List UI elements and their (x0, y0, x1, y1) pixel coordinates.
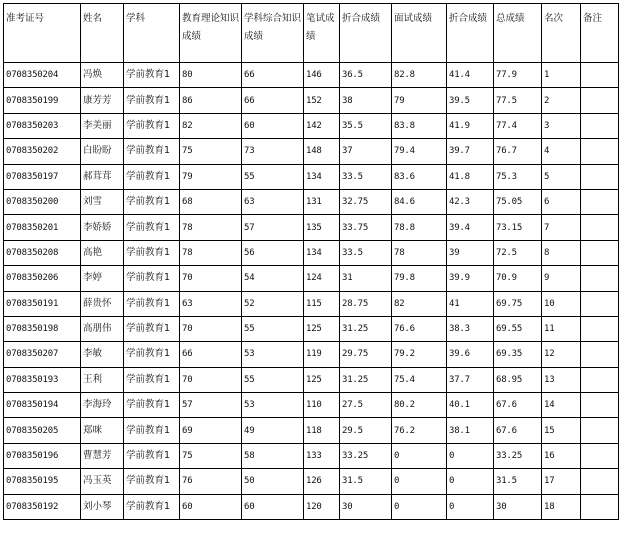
cell-rank: 16 (542, 443, 581, 468)
cell-rank: 13 (542, 367, 581, 392)
table-row (4, 164, 619, 189)
cell-exam-id: 0708350198 (4, 316, 81, 341)
cell-written-converted: 29.5 (340, 418, 392, 443)
cell-name: 冯玉英 (81, 469, 124, 494)
header-rank: 名次 (542, 4, 581, 63)
cell-remark (581, 63, 619, 88)
cell-total-score: 77.4 (494, 113, 542, 138)
cell-rank: 10 (542, 291, 581, 316)
cell-subject: 学前教育1 (124, 266, 180, 291)
cell-subject: 学前教育1 (124, 240, 180, 265)
cell-remark (581, 189, 619, 214)
cell-exam-id: 0708350196 (4, 443, 81, 468)
cell-remark (581, 164, 619, 189)
cell-rank: 2 (542, 88, 581, 113)
cell-remark (581, 240, 619, 265)
cell-written-converted: 30 (340, 494, 392, 519)
cell-remark (581, 494, 619, 519)
cell-theory-score: 78 (180, 215, 242, 240)
cell-exam-id: 0708350204 (4, 63, 81, 88)
cell-exam-id: 0708350197 (4, 164, 81, 189)
header-written-converted: 折合成绩 (340, 4, 392, 63)
header-row (4, 4, 619, 63)
cell-written-score: 119 (304, 342, 340, 367)
cell-written-score: 148 (304, 139, 340, 164)
cell-subject-score: 60 (242, 494, 304, 519)
table-row (4, 139, 619, 164)
cell-total-score: 31.5 (494, 469, 542, 494)
cell-subject-score: 53 (242, 393, 304, 418)
cell-subject-score: 66 (242, 63, 304, 88)
cell-subject-score: 55 (242, 164, 304, 189)
cell-interview-score: 76.6 (392, 316, 447, 341)
cell-interview-converted: 40.1 (447, 393, 494, 418)
cell-exam-id: 0708350205 (4, 418, 81, 443)
cell-written-score: 135 (304, 215, 340, 240)
header-interview-score: 面试成绩 (392, 4, 447, 63)
cell-written-converted: 33.25 (340, 443, 392, 468)
cell-name: 李美丽 (81, 113, 124, 138)
cell-subject: 学前教育1 (124, 63, 180, 88)
cell-theory-score: 75 (180, 443, 242, 468)
cell-name: 李婷 (81, 266, 124, 291)
cell-exam-id: 0708350191 (4, 291, 81, 316)
cell-theory-score: 60 (180, 494, 242, 519)
cell-interview-converted: 39.5 (447, 88, 494, 113)
cell-written-score: 110 (304, 393, 340, 418)
cell-written-score: 115 (304, 291, 340, 316)
cell-interview-score: 79 (392, 88, 447, 113)
cell-theory-score: 63 (180, 291, 242, 316)
header-interview-converted: 折合成绩 (447, 4, 494, 63)
cell-written-score: 133 (304, 443, 340, 468)
cell-total-score: 75.05 (494, 189, 542, 214)
cell-exam-id: 0708350199 (4, 88, 81, 113)
cell-interview-score: 79.8 (392, 266, 447, 291)
table-row (4, 393, 619, 418)
cell-name: 康芳芳 (81, 88, 124, 113)
table-row (4, 88, 619, 113)
cell-interview-converted: 0 (447, 469, 494, 494)
table-row (4, 494, 619, 519)
cell-interview-converted: 39 (447, 240, 494, 265)
cell-rank: 18 (542, 494, 581, 519)
table-row (4, 215, 619, 240)
table-row (4, 316, 619, 341)
cell-total-score: 77.5 (494, 88, 542, 113)
cell-remark (581, 113, 619, 138)
cell-theory-score: 80 (180, 63, 242, 88)
cell-theory-score: 86 (180, 88, 242, 113)
cell-interview-score: 79.4 (392, 139, 447, 164)
cell-written-converted: 33.5 (340, 240, 392, 265)
cell-written-converted: 28.75 (340, 291, 392, 316)
cell-rank: 14 (542, 393, 581, 418)
cell-subject: 学前教育1 (124, 291, 180, 316)
cell-name: 李娇娇 (81, 215, 124, 240)
cell-subject: 学前教育1 (124, 443, 180, 468)
cell-interview-score: 79.2 (392, 342, 447, 367)
cell-subject-score: 49 (242, 418, 304, 443)
cell-interview-converted: 41 (447, 291, 494, 316)
cell-interview-converted: 0 (447, 443, 494, 468)
table-row (4, 443, 619, 468)
cell-name: 刘雪 (81, 189, 124, 214)
cell-interview-score: 80.2 (392, 393, 447, 418)
cell-written-score: 125 (304, 316, 340, 341)
header-subject-score: 学科综合知识成绩 (242, 4, 304, 63)
cell-subject-score: 56 (242, 240, 304, 265)
header-remark: 备注 (581, 4, 619, 63)
cell-written-score: 118 (304, 418, 340, 443)
table-row (4, 367, 619, 392)
cell-interview-converted: 0 (447, 494, 494, 519)
cell-rank: 5 (542, 164, 581, 189)
cell-exam-id: 0708350200 (4, 189, 81, 214)
cell-written-converted: 29.75 (340, 342, 392, 367)
cell-written-score: 131 (304, 189, 340, 214)
cell-theory-score: 79 (180, 164, 242, 189)
cell-subject-score: 55 (242, 367, 304, 392)
cell-interview-score: 0 (392, 443, 447, 468)
cell-name: 曹慧芳 (81, 443, 124, 468)
cell-written-score: 134 (304, 240, 340, 265)
cell-remark (581, 367, 619, 392)
cell-interview-converted: 42.3 (447, 189, 494, 214)
cell-remark (581, 418, 619, 443)
cell-name: 冯焕 (81, 63, 124, 88)
cell-written-score: 125 (304, 367, 340, 392)
cell-subject-score: 63 (242, 189, 304, 214)
cell-total-score: 67.6 (494, 418, 542, 443)
cell-interview-score: 78 (392, 240, 447, 265)
cell-interview-score: 75.4 (392, 367, 447, 392)
cell-written-score: 126 (304, 469, 340, 494)
cell-subject: 学前教育1 (124, 367, 180, 392)
cell-written-score: 134 (304, 164, 340, 189)
cell-interview-converted: 37.7 (447, 367, 494, 392)
cell-rank: 1 (542, 63, 581, 88)
cell-remark (581, 266, 619, 291)
cell-total-score: 76.7 (494, 139, 542, 164)
cell-subject: 学前教育1 (124, 316, 180, 341)
cell-theory-score: 66 (180, 342, 242, 367)
cell-subject-score: 52 (242, 291, 304, 316)
cell-interview-converted: 39.4 (447, 215, 494, 240)
cell-exam-id: 0708350201 (4, 215, 81, 240)
table-row (4, 469, 619, 494)
cell-interview-score: 84.6 (392, 189, 447, 214)
cell-remark (581, 469, 619, 494)
cell-written-converted: 37 (340, 139, 392, 164)
cell-rank: 7 (542, 215, 581, 240)
cell-total-score: 73.15 (494, 215, 542, 240)
cell-written-converted: 38 (340, 88, 392, 113)
cell-theory-score: 82 (180, 113, 242, 138)
cell-theory-score: 57 (180, 393, 242, 418)
cell-subject: 学前教育1 (124, 418, 180, 443)
cell-subject-score: 60 (242, 113, 304, 138)
cell-subject: 学前教育1 (124, 215, 180, 240)
cell-rank: 3 (542, 113, 581, 138)
cell-written-converted: 32.75 (340, 189, 392, 214)
cell-written-converted: 33.75 (340, 215, 392, 240)
header-total-score: 总成绩 (494, 4, 542, 63)
cell-subject: 学前教育1 (124, 469, 180, 494)
cell-subject-score: 53 (242, 342, 304, 367)
cell-name: 高朋伟 (81, 316, 124, 341)
cell-remark (581, 393, 619, 418)
cell-written-score: 124 (304, 266, 340, 291)
cell-rank: 8 (542, 240, 581, 265)
cell-total-score: 33.25 (494, 443, 542, 468)
cell-name: 郑咪 (81, 418, 124, 443)
cell-subject-score: 58 (242, 443, 304, 468)
cell-exam-id: 0708350202 (4, 139, 81, 164)
cell-interview-score: 0 (392, 469, 447, 494)
cell-interview-converted: 41.4 (447, 63, 494, 88)
cell-exam-id: 0708350195 (4, 469, 81, 494)
cell-theory-score: 75 (180, 139, 242, 164)
cell-name: 郝茸茸 (81, 164, 124, 189)
cell-subject: 学前教育1 (124, 88, 180, 113)
cell-subject-score: 54 (242, 266, 304, 291)
cell-name: 李海玲 (81, 393, 124, 418)
cell-theory-score: 69 (180, 418, 242, 443)
cell-total-score: 69.55 (494, 316, 542, 341)
cell-subject-score: 50 (242, 469, 304, 494)
cell-subject: 学前教育1 (124, 393, 180, 418)
cell-total-score: 77.9 (494, 63, 542, 88)
cell-subject: 学前教育1 (124, 139, 180, 164)
cell-subject: 学前教育1 (124, 164, 180, 189)
table-row (4, 189, 619, 214)
cell-name: 李敏 (81, 342, 124, 367)
header-written-score: 笔试成绩 (304, 4, 340, 63)
cell-total-score: 69.75 (494, 291, 542, 316)
cell-total-score: 67.6 (494, 393, 542, 418)
cell-name: 薛贵怀 (81, 291, 124, 316)
header-subject: 学科 (124, 4, 180, 63)
table-row (4, 291, 619, 316)
cell-subject-score: 73 (242, 139, 304, 164)
cell-interview-score: 82 (392, 291, 447, 316)
header-theory-score: 教育理论知识成绩 (180, 4, 242, 63)
cell-written-score: 142 (304, 113, 340, 138)
cell-written-score: 146 (304, 63, 340, 88)
table-row (4, 418, 619, 443)
cell-interview-converted: 38.3 (447, 316, 494, 341)
cell-theory-score: 70 (180, 316, 242, 341)
cell-total-score: 30 (494, 494, 542, 519)
cell-interview-converted: 41.9 (447, 113, 494, 138)
cell-interview-converted: 39.9 (447, 266, 494, 291)
cell-written-converted: 31 (340, 266, 392, 291)
table-row (4, 240, 619, 265)
cell-total-score: 70.9 (494, 266, 542, 291)
cell-interview-score: 83.8 (392, 113, 447, 138)
cell-written-converted: 31.25 (340, 316, 392, 341)
cell-interview-score: 83.6 (392, 164, 447, 189)
cell-remark (581, 291, 619, 316)
cell-written-converted: 35.5 (340, 113, 392, 138)
header-name: 姓名 (81, 4, 124, 63)
cell-theory-score: 76 (180, 469, 242, 494)
cell-theory-score: 68 (180, 189, 242, 214)
cell-written-score: 120 (304, 494, 340, 519)
cell-rank: 17 (542, 469, 581, 494)
cell-written-converted: 33.5 (340, 164, 392, 189)
cell-rank: 4 (542, 139, 581, 164)
table-row (4, 113, 619, 138)
table-row (4, 266, 619, 291)
cell-subject-score: 55 (242, 316, 304, 341)
cell-interview-score: 82.8 (392, 63, 447, 88)
cell-written-converted: 36.5 (340, 63, 392, 88)
score-table (3, 3, 619, 520)
cell-total-score: 75.3 (494, 164, 542, 189)
cell-exam-id: 0708350208 (4, 240, 81, 265)
cell-subject: 学前教育1 (124, 189, 180, 214)
cell-interview-converted: 41.8 (447, 164, 494, 189)
cell-interview-score: 0 (392, 494, 447, 519)
cell-theory-score: 70 (180, 367, 242, 392)
cell-remark (581, 215, 619, 240)
cell-rank: 9 (542, 266, 581, 291)
cell-interview-score: 76.2 (392, 418, 447, 443)
cell-interview-converted: 39.6 (447, 342, 494, 367)
cell-name: 白盼盼 (81, 139, 124, 164)
cell-remark (581, 139, 619, 164)
cell-written-converted: 31.25 (340, 367, 392, 392)
cell-remark (581, 88, 619, 113)
cell-interview-converted: 38.1 (447, 418, 494, 443)
cell-subject: 学前教育1 (124, 113, 180, 138)
cell-written-converted: 27.5 (340, 393, 392, 418)
cell-name: 高艳 (81, 240, 124, 265)
cell-name: 刘小琴 (81, 494, 124, 519)
cell-remark (581, 316, 619, 341)
cell-exam-id: 0708350203 (4, 113, 81, 138)
cell-subject: 学前教育1 (124, 494, 180, 519)
cell-remark (581, 342, 619, 367)
cell-interview-score: 78.8 (392, 215, 447, 240)
cell-exam-id: 0708350206 (4, 266, 81, 291)
cell-name: 王利 (81, 367, 124, 392)
cell-exam-id: 0708350194 (4, 393, 81, 418)
cell-total-score: 72.5 (494, 240, 542, 265)
cell-theory-score: 78 (180, 240, 242, 265)
cell-subject: 学前教育1 (124, 342, 180, 367)
cell-exam-id: 0708350207 (4, 342, 81, 367)
cell-rank: 11 (542, 316, 581, 341)
cell-exam-id: 0708350193 (4, 367, 81, 392)
cell-interview-converted: 39.7 (447, 139, 494, 164)
cell-written-score: 152 (304, 88, 340, 113)
cell-total-score: 69.35 (494, 342, 542, 367)
cell-remark (581, 443, 619, 468)
cell-subject-score: 66 (242, 88, 304, 113)
cell-theory-score: 70 (180, 266, 242, 291)
cell-rank: 12 (542, 342, 581, 367)
cell-total-score: 68.95 (494, 367, 542, 392)
cell-rank: 15 (542, 418, 581, 443)
cell-written-converted: 31.5 (340, 469, 392, 494)
header-exam-id: 准考证号 (4, 4, 81, 63)
table-row (4, 63, 619, 88)
cell-subject-score: 57 (242, 215, 304, 240)
cell-rank: 6 (542, 189, 581, 214)
cell-exam-id: 0708350192 (4, 494, 81, 519)
table-row (4, 342, 619, 367)
